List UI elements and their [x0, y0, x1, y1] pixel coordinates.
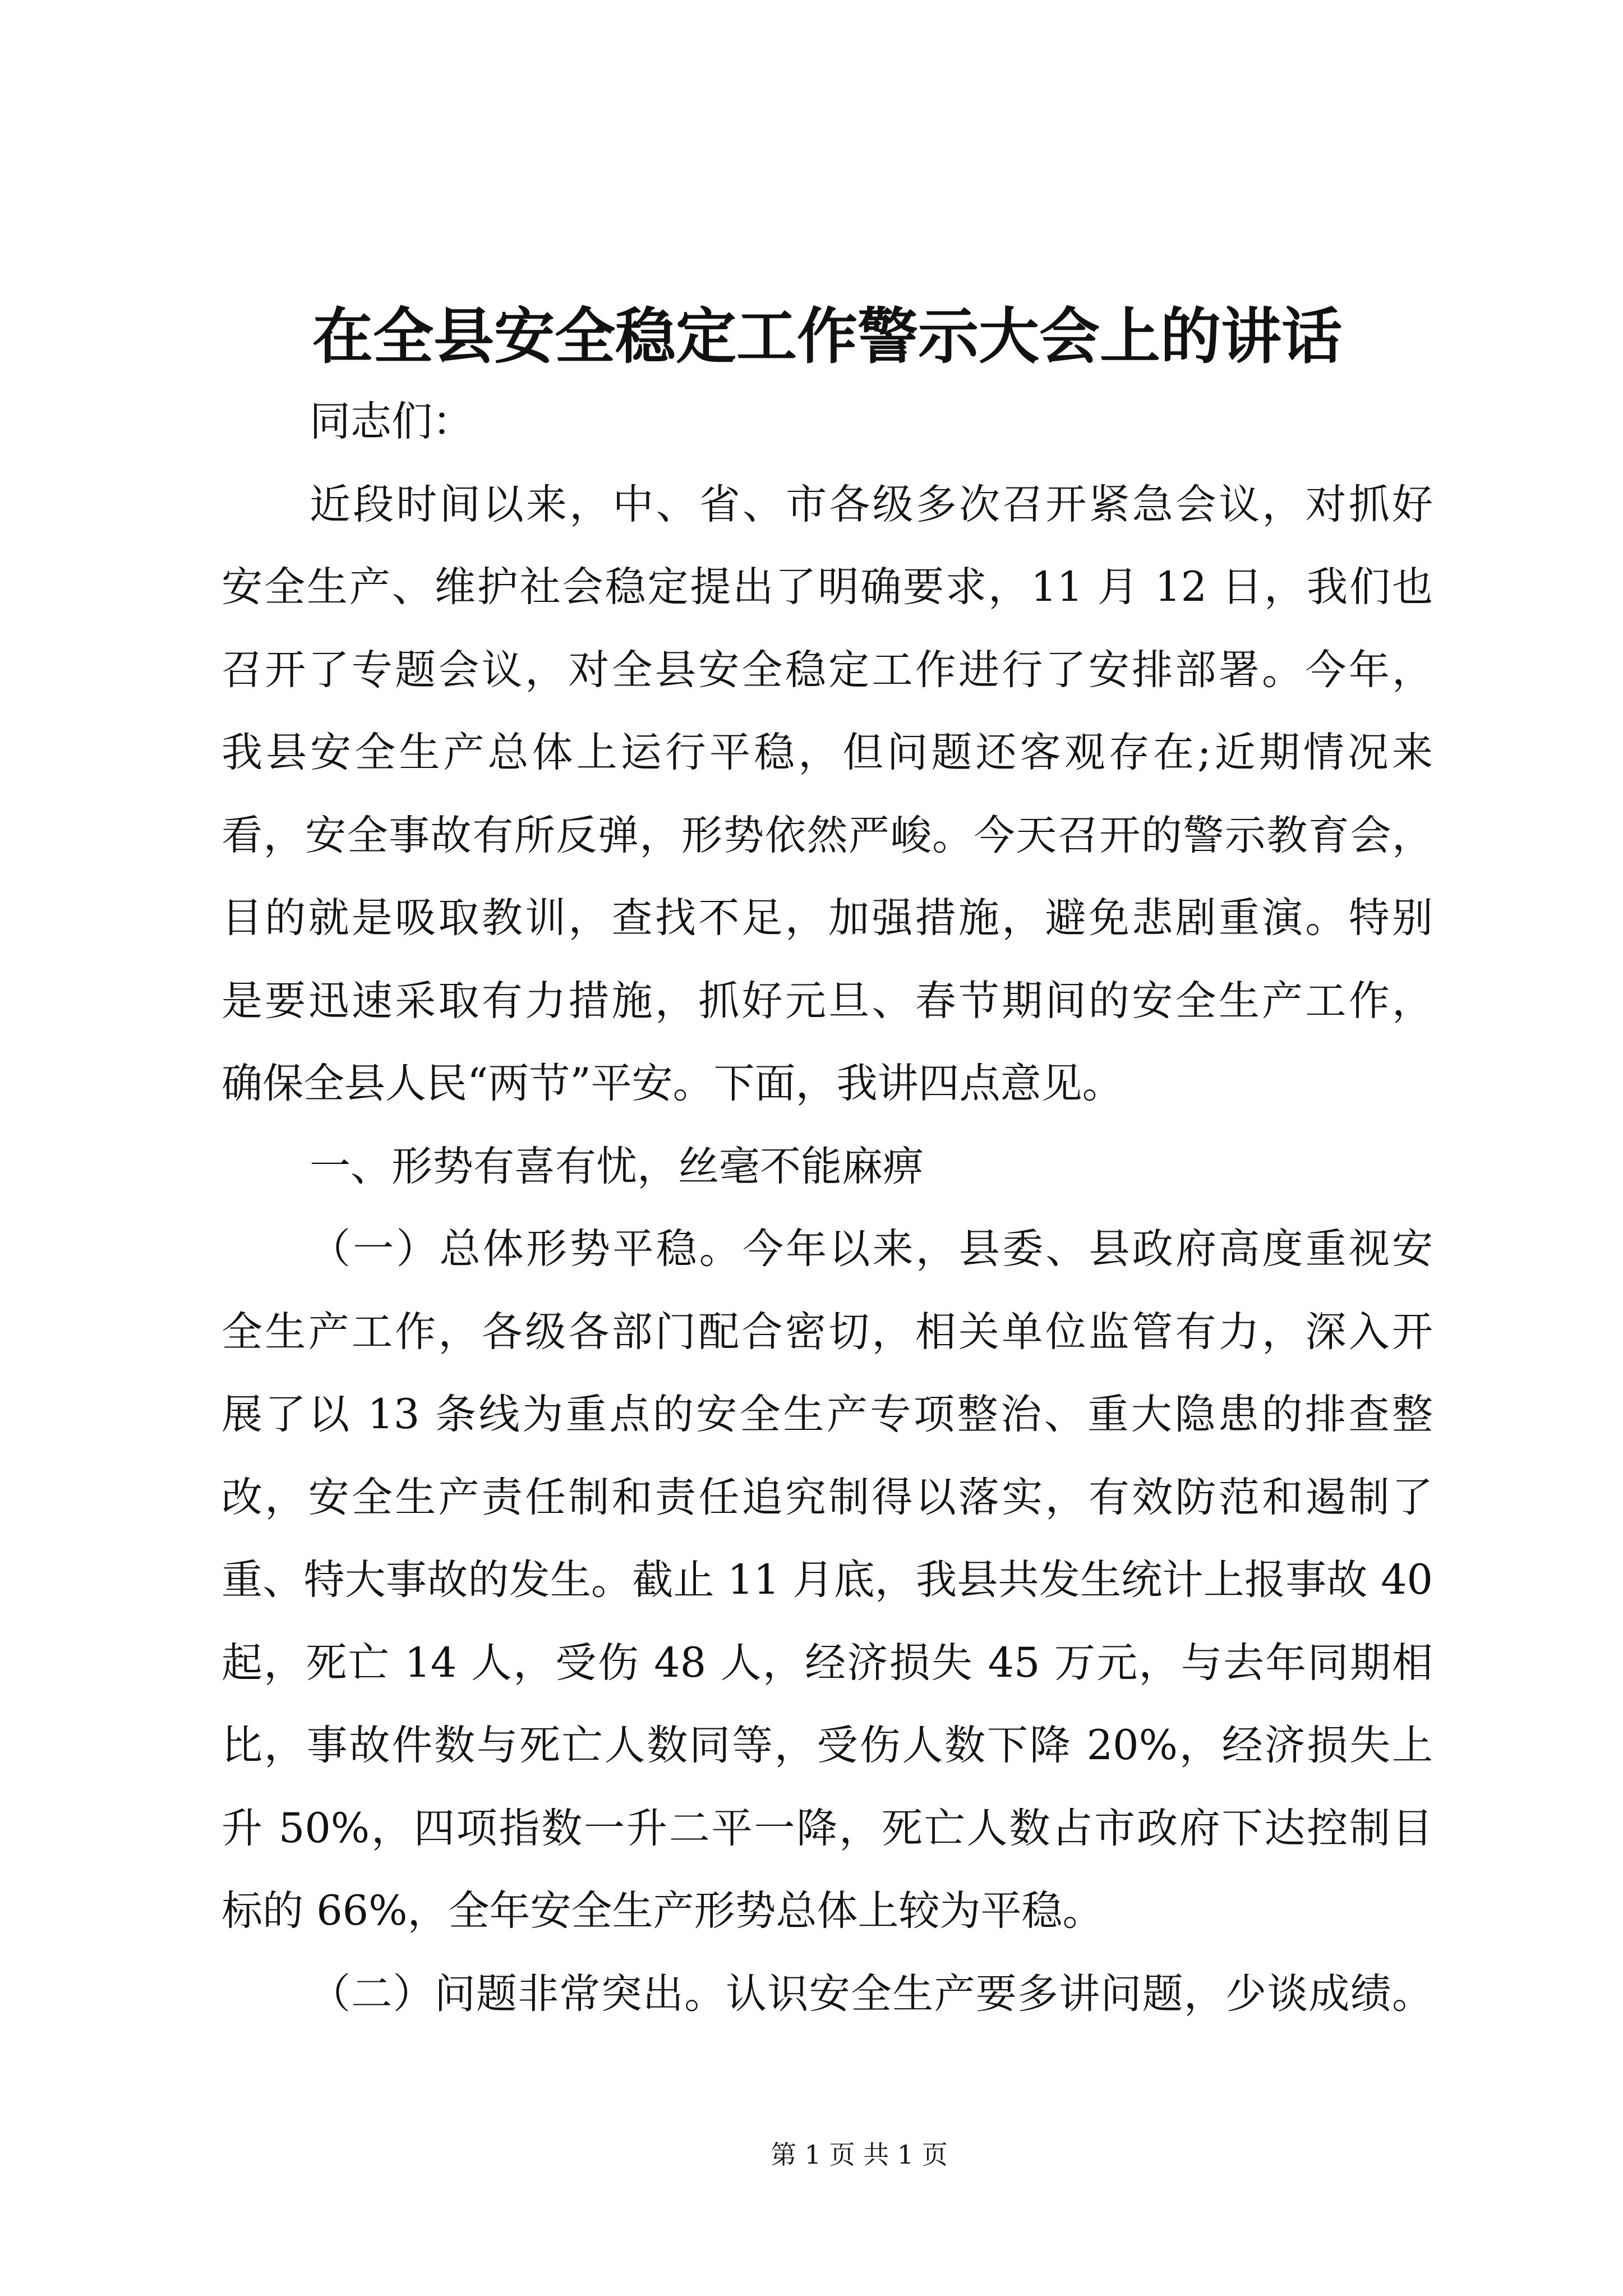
page-number-footer: 第 1 页 共 1 页 — [771, 2139, 948, 2170]
body-line: 确保全县人民“两节”平安。下面，我讲四点意见。 — [222, 1060, 1123, 1107]
body-line: 比，事故件数与死亡人数同等，受伤人数下降 20%，经济损失上 — [222, 1722, 1433, 1769]
body-line: 看，安全事故有所反弹，形势依然严峻。今天召开的警示教育会， — [222, 811, 1433, 859]
document-body — [222, 380, 1433, 2035]
body-line: 重、特大事故的发生。截止 11 月底，我县共发生统计上报事故 40 — [222, 1556, 1433, 1604]
body-line: 召开了专题会议，对全县安全稳定工作进行了安排部署。今年， — [222, 646, 1433, 694]
body-line: 起，死亡 14 人，受伤 48 人，经济损失 45 万元，与去年同期相 — [222, 1639, 1433, 1687]
body-line: 我县安全生产总体上运行平稳，但问题还客观存在;近期情况来 — [222, 729, 1433, 776]
section-heading: 一、形势有喜有忧，丝毫不能麻痹 — [310, 1142, 924, 1190]
body-line: 改，安全生产责任制和责任追究制得以落实，有效防范和遏制了 — [222, 1473, 1433, 1521]
body-line: 展了以 13 条线为重点的安全生产专项整治、重大隐患的排查整 — [222, 1391, 1433, 1438]
body-line: 是要迅速采取有力措施，抓好元旦、春节期间的安全生产工作， — [222, 977, 1433, 1025]
body-line: 升 50%，四项指数一升二平一降，死亡人数占市政府下达控制目 — [222, 1804, 1433, 1852]
body-line: 近段时间以来，中、省、市各级多次召开紧急会议，对抓好 — [310, 480, 1433, 528]
body-line: 目的就是吸取教训，查找不足，加强措施，避免悲剧重演。特别 — [222, 894, 1433, 942]
body-line: 全生产工作，各级各部门配合密切，相关单位监管有力，深入开 — [222, 1308, 1433, 1356]
body-line: 标的 66%，全年安全生产形势总体上较为平稳。 — [222, 1887, 1104, 1935]
greeting: 同志们： — [310, 398, 473, 445]
body-line: 安全生产、维护社会稳定提出了明确要求，11 月 12 日，我们也 — [222, 563, 1433, 611]
document-title: 在全县安全稳定工作警示大会上的讲话 — [312, 301, 1342, 372]
body-line: （二）问题非常突出。认识安全生产要多讲问题，少谈成绩。 — [310, 1970, 1433, 2018]
body-line: （一）总体形势平稳。今年以来，县委、县政府高度重视安 — [310, 1225, 1433, 1273]
